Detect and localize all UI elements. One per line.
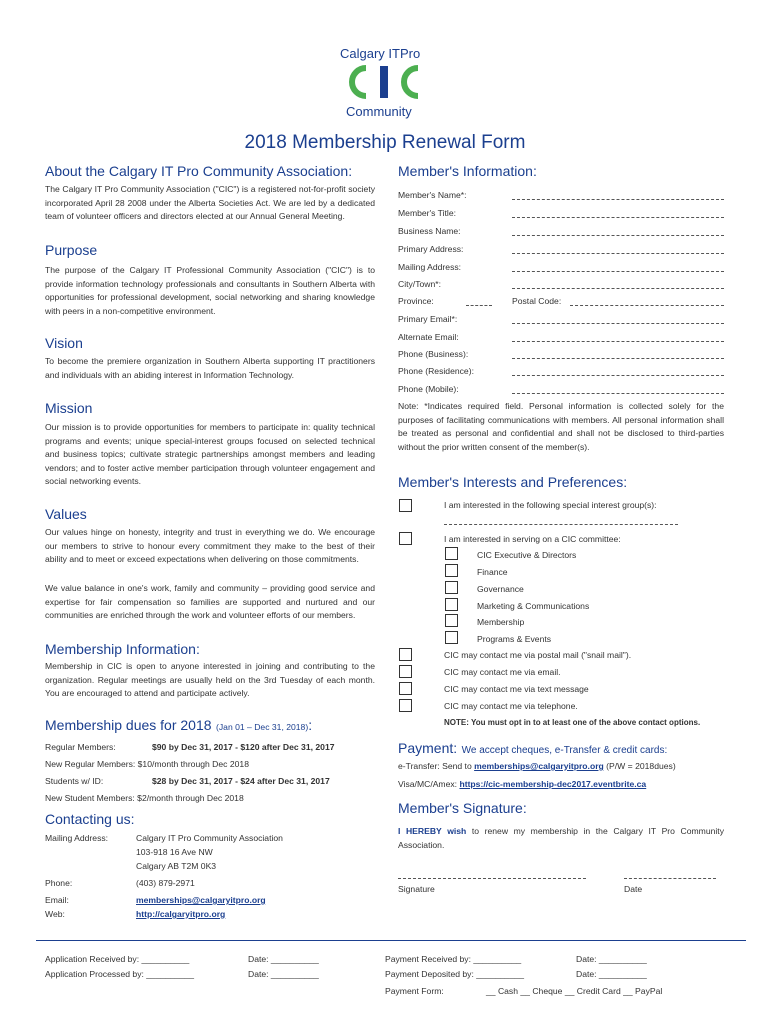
field-label-primary-email: Primary Email*:: [398, 314, 458, 324]
logo-bottom-text: Community: [346, 104, 412, 119]
values-heading: Values: [45, 506, 87, 522]
committee-marketing-label: Marketing & Communications: [477, 601, 590, 611]
field-label-phone-residence: Phone (Residence):: [398, 366, 474, 376]
signature-line[interactable]: [398, 878, 586, 879]
field-line-mailing-address[interactable]: [512, 271, 724, 272]
regular-members-value: $90 by Dec 31, 2017 - $120 after Dec 31, 2017: [152, 742, 335, 752]
contact-postal-label: CIC may contact me via postal mail ("snail mail").: [444, 650, 632, 660]
field-label-phone-mobile: Phone (Mobile):: [398, 384, 459, 394]
vision-heading: Vision: [45, 335, 83, 351]
students-value: $28 by Dec 31, 2017 - $24 after Dec 31, 2017: [152, 776, 330, 786]
email-link[interactable]: [136, 895, 266, 905]
membership-info-heading: Membership Information:: [45, 641, 200, 657]
web-link[interactable]: [136, 909, 225, 919]
eventbrite-link[interactable]: https://cic-membership-dec2017.eventbrite.ca: [459, 779, 647, 789]
committee-label: I am interested in serving on a CIC committee:: [444, 534, 621, 544]
footer-divider: [36, 940, 746, 941]
member-info-heading: Member's Information:: [398, 163, 537, 179]
mission-heading: Mission: [45, 400, 93, 416]
footer-payment-received: Payment Received by: __________: [385, 954, 522, 964]
field-line-alternate-email[interactable]: [512, 341, 724, 342]
privacy-note: Note: *Indicates required field. Personal information is collected solely for the purposes of facilitating communications with members. All personal information shall be treated as personal and confidential and shall not be disclosed to third-parties without the prior written consent of the member(s).: [398, 401, 724, 452]
committee-finance-checkbox[interactable]: [445, 564, 458, 577]
mailing-address-label: Mailing Address:: [45, 833, 109, 843]
dues-colon: :: [308, 717, 313, 733]
footer-payment-options: __ Cash __ Cheque __ Credit Card __ PayPal: [486, 986, 663, 996]
email-link-text[interactable]: memberships@calgaryitpro.org: [136, 895, 266, 905]
signature-label: Signature: [398, 884, 435, 894]
phone-value: (403) 879-2971: [136, 878, 195, 888]
committee-membership-checkbox[interactable]: [445, 614, 458, 627]
contact-telephone-label: CIC may contact me via telephone.: [444, 701, 578, 711]
payment-heading-row: [398, 740, 667, 758]
signature-date-line[interactable]: [624, 878, 716, 879]
committee-programs-checkbox[interactable]: [445, 631, 458, 644]
committee-governance-label: Governance: [477, 584, 524, 594]
field-line-business[interactable]: [512, 235, 724, 236]
sig-label: I am interested in the following special interest group(s):: [444, 500, 657, 510]
field-label-alternate-email: Alternate Email:: [398, 332, 459, 342]
committee-marketing-checkbox[interactable]: [445, 598, 458, 611]
dues-heading: [45, 717, 312, 735]
values-text-1: Our values hinge on honesty, integrity and trust in everything we do. We encourage our members to strive to honour every commitment they make to the best of their ability and to meet or exceed expectations when delivering on those commitments.: [45, 527, 375, 564]
sig-checkbox[interactable]: [399, 499, 412, 512]
field-line-phone-residence[interactable]: [512, 375, 724, 376]
field-line-postal[interactable]: [570, 305, 724, 306]
new-student-members: New Student Members: $2/month through Dec 2018: [45, 793, 244, 803]
purpose-heading: Purpose: [45, 242, 98, 258]
signature-text-bold: I HEREBY wish: [398, 826, 467, 836]
contact-text-checkbox[interactable]: [399, 682, 412, 695]
etransfer-suffix: (P/W = 2018dues): [603, 761, 676, 771]
signature-text: [398, 825, 724, 852]
cic-logo-mark: [340, 62, 430, 102]
field-line-name[interactable]: [512, 199, 724, 200]
committee-programs-label: Programs & Events: [477, 634, 552, 644]
new-regular-members: New Regular Members: $10/month through Dec 2018: [45, 759, 249, 769]
field-line-primary-address[interactable]: [512, 253, 724, 254]
field-line-title[interactable]: [512, 217, 724, 218]
signature-heading: Member's Signature:: [398, 800, 527, 816]
footer-payment-form: Payment Form:: [385, 986, 444, 996]
field-label-mailing-address: Mailing Address:: [398, 262, 462, 272]
field-line-city[interactable]: [512, 288, 724, 289]
contact-email-label: CIC may contact me via email.: [444, 667, 561, 677]
signature-text-rest: to renew my membership in the Calgary IT Pro Community Association.: [398, 826, 724, 850]
field-label-business: Business Name:: [398, 226, 461, 236]
payment-heading: Payment:: [398, 740, 458, 756]
payment-accept: We accept cheques, e-Transfer & credit cards:: [461, 745, 668, 756]
form-title: 2018 Membership Renewal Form: [244, 132, 526, 153]
web-link-text[interactable]: http://calgaryitpro.org: [136, 909, 226, 919]
address-line-1: Calgary IT Pro Community Association: [136, 833, 283, 843]
footer-date-2: Date: __________: [248, 969, 319, 979]
signature-date-label: Date: [624, 884, 643, 894]
cic-logo: [340, 62, 430, 102]
footer-processed: Application Processed by: __________: [45, 969, 195, 979]
visa-prefix: Visa/MC/Amex:: [398, 779, 460, 789]
address-line-2: 103-918 16 Ave NW: [136, 847, 213, 857]
phone-label: Phone:: [45, 878, 73, 888]
footer-payment-deposited: Payment Deposited by: __________: [385, 969, 525, 979]
committee-membership-label: Membership: [477, 617, 525, 627]
committee-exec-checkbox[interactable]: [445, 547, 458, 560]
contact-heading: Contacting us:: [45, 811, 135, 827]
footer-date-3: Date: __________: [576, 954, 647, 964]
field-label-primary-address: Primary Address:: [398, 244, 464, 254]
etransfer-prefix: e-Transfer: Send to: [398, 761, 475, 771]
logo-top-text: Calgary ITPro: [340, 46, 421, 61]
field-label-name: Member's Name*:: [398, 190, 467, 200]
mission-text: Our mission is to provide opportunities for members to participate in: quality technical programs and events; unique special-interest groups focused on selected technical and business topics; cultivate strategic partnerships amongst members and leading vendors; and to foster active member participation through volunteer engagement and social networking events.: [45, 422, 375, 486]
etransfer-row: [398, 761, 676, 771]
students-label: Students w/ ID:: [45, 776, 104, 786]
contact-email-checkbox[interactable]: [399, 665, 412, 678]
field-line-province[interactable]: [466, 305, 492, 306]
email-label: Email:: [45, 895, 69, 905]
address-line-3: Calgary AB T2M 0K3: [136, 861, 217, 871]
footer-date-4: Date: __________: [576, 969, 647, 979]
membership-info-text: Membership in CIC is open to anyone interested in joining and contributing to the organization. Regular meetings are usually held on the 3rd Tuesday of each month. You are encouraged to attend and participate actively.: [45, 661, 375, 698]
footer-received: Application Received by: __________: [45, 954, 190, 964]
interests-heading: Member's Interests and Preferences:: [398, 474, 628, 490]
field-label-province: Province:: [398, 296, 434, 306]
web-label: Web:: [45, 909, 65, 919]
etransfer-email-link[interactable]: memberships@calgaryitpro.org: [474, 761, 604, 771]
regular-members-label: Regular Members:: [45, 742, 116, 752]
vision-text: To become the premiere organization in Southern Alberta supporting IT practitioners and individuals with an abiding interest in Information Technology.: [45, 356, 375, 380]
field-line-primary-email[interactable]: [512, 323, 724, 324]
dues-heading-text: Membership dues for 2018: [45, 717, 212, 733]
visa-row: [398, 779, 646, 789]
committee-exec-label: CIC Executive & Directors: [477, 550, 577, 560]
contact-telephone-checkbox[interactable]: [399, 699, 412, 712]
about-text: The Calgary IT Pro Community Association ("CIC") is a registered not-for-profit society incorporated April 28 2008 under the Alberta Societies Act. We are led by a dedicated team of volunteer officers and directors elected at our Annual General Meeting.: [45, 184, 375, 221]
about-heading: About the Calgary IT Pro Community Association:: [45, 163, 353, 179]
sig-line[interactable]: [444, 524, 678, 525]
contact-text-label: CIC may contact me via text message: [444, 684, 589, 694]
committee-governance-checkbox[interactable]: [445, 581, 458, 594]
field-label-city: City/Town*:: [398, 279, 441, 289]
values-text-2: We value balance in one's work, family and community – providing good service and expertise for fair compensation so families are supported and nurtured and our communities are enriched through the work and volunteer efforts of our members.: [45, 583, 375, 620]
optin-note: NOTE: You must opt in to at least one of the above contact options.: [444, 718, 701, 727]
footer-date-1: Date: __________: [248, 954, 319, 964]
committee-checkbox[interactable]: [399, 532, 412, 545]
field-label-phone-business: Phone (Business):: [398, 349, 469, 359]
field-label-title: Member's Title:: [398, 208, 456, 218]
dues-range: (Jan 01 – Dec 31, 2018): [216, 722, 309, 732]
purpose-text: The purpose of the Calgary IT Professional Community Association ("CIC") is to provide information technology professionals and consultants in Southern Alberta with opportunities for professional development, social networking and sharing knowledge with peers in a non-competitive environment.: [45, 265, 375, 316]
field-line-phone-business[interactable]: [512, 358, 724, 359]
field-line-phone-mobile[interactable]: [512, 393, 724, 394]
contact-postal-checkbox[interactable]: [399, 648, 412, 661]
committee-finance-label: Finance: [477, 567, 508, 577]
field-label-postal: Postal Code:: [512, 296, 562, 306]
